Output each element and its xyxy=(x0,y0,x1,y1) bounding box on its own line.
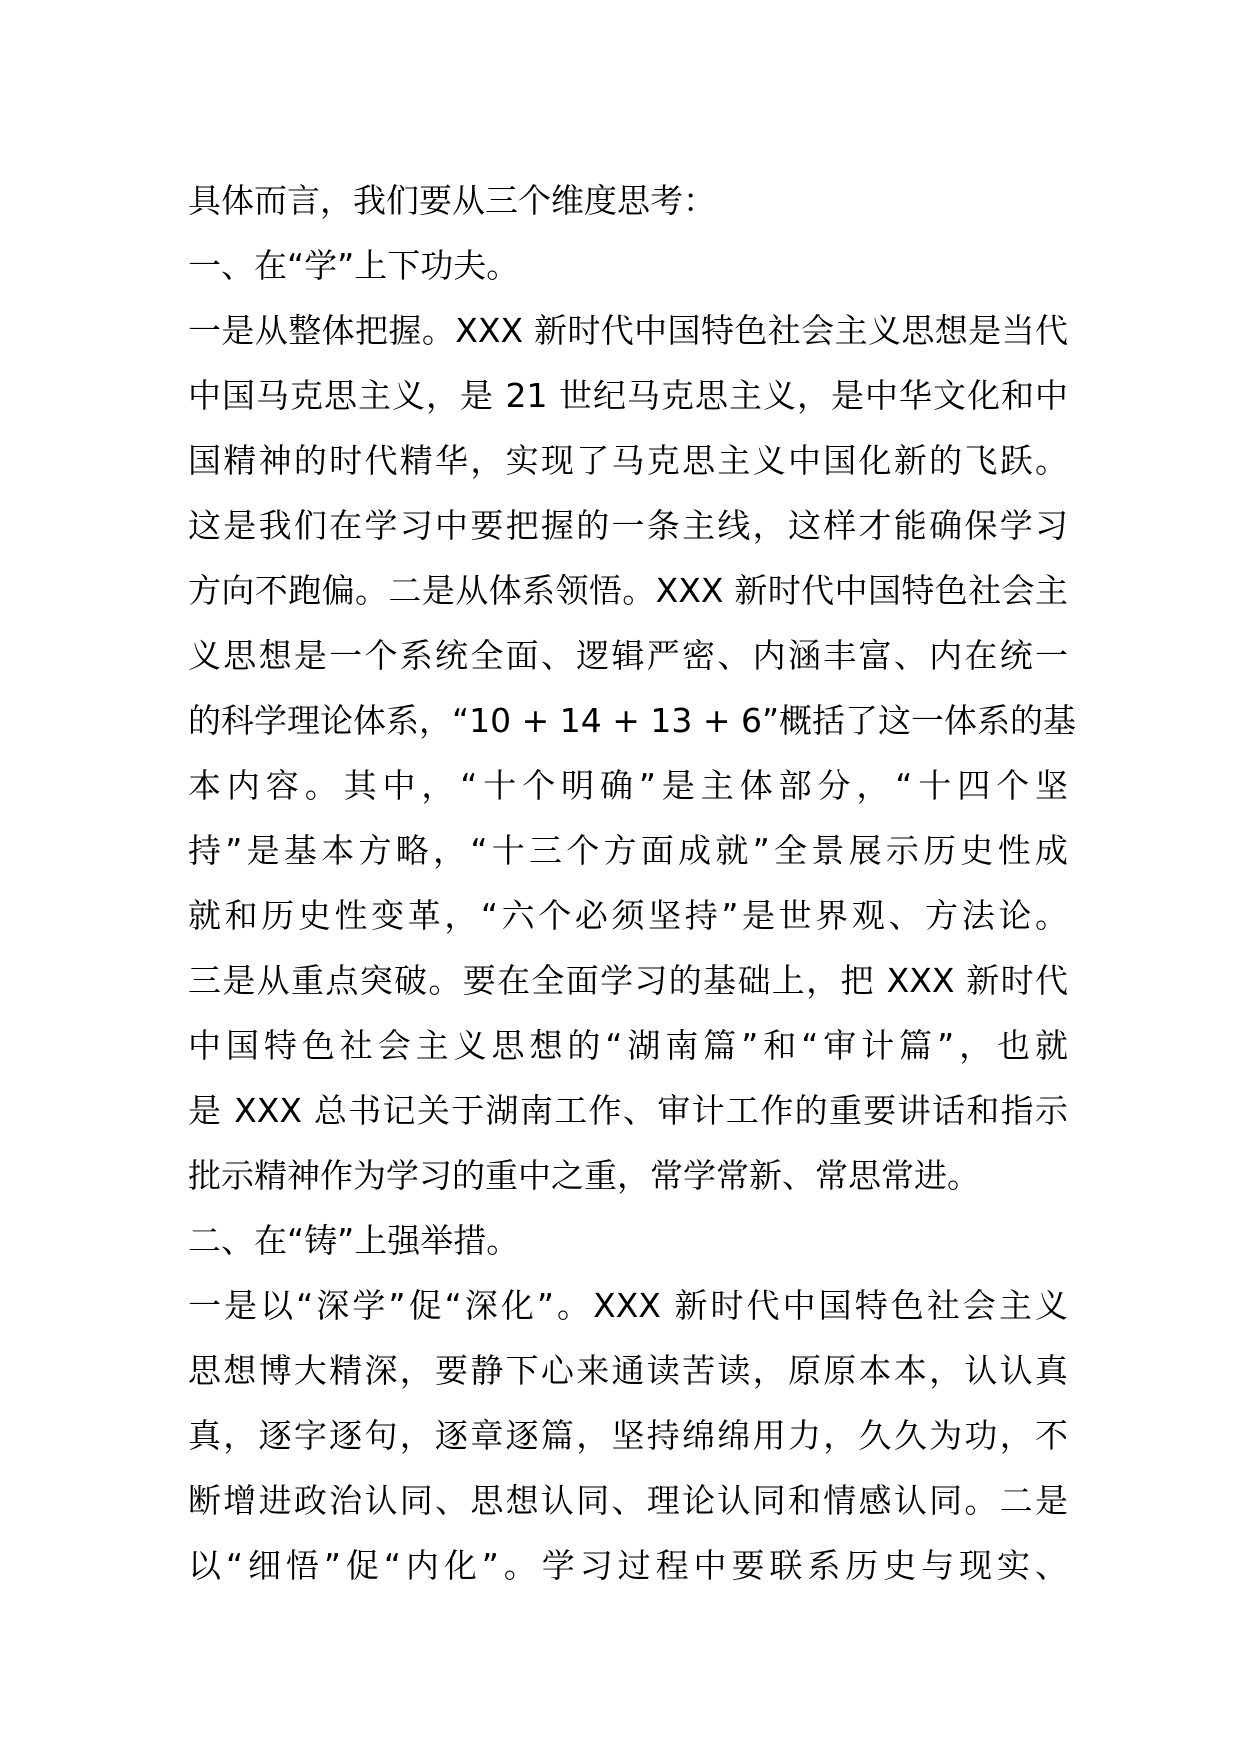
text-line-4: 中国马克思主义，是 21 世纪马克思主义，是中华文化和中 xyxy=(188,376,1068,415)
text-line-11: 持”是基本方略，“十三个方面成就”全景展示历史性成 xyxy=(188,831,1068,870)
text-line-14: 中国特色社会主义思想的“湖南篇”和“审计篇”，也就 xyxy=(188,1026,1068,1065)
text-line-3: 一是从整体把握。XXX 新时代中国特色社会主义思想是当代 xyxy=(188,311,1068,350)
text-line-13: 三是从重点突破。要在全面学习的基础上，把 XXX 新时代 xyxy=(188,961,1068,1000)
text-line-18: 一是以“深学”促“深化”。XXX 新时代中国特色社会主义 xyxy=(188,1286,1068,1325)
document-body xyxy=(188,168,1077,1598)
text-line-6: 这是我们在学习中要把握的一条主线，这样才能确保学习 xyxy=(188,506,1068,545)
text-line-22: 以“细悟”促“内化”。学习过程中要联系历史与现实、 xyxy=(188,1546,1068,1585)
text-line-21: 断增进政治认同、思想认同、理论认同和情感认同。二是 xyxy=(188,1481,1068,1520)
text-line-19: 思想博大精深，要静下心来通读苦读，原原本本，认认真 xyxy=(188,1351,1068,1390)
section-heading-2: 二、在“铸”上强举措。 xyxy=(188,1221,520,1260)
text-line-20: 真，逐字逐句，逐章逐篇，坚持绵绵用力，久久为功，不 xyxy=(188,1416,1068,1455)
text-line-8: 义思想是一个系统全面、逻辑严密、内涵丰富、内在统一 xyxy=(188,636,1068,675)
text-line-7: 方向不跑偏。二是从体系领悟。XXX 新时代中国特色社会主 xyxy=(188,571,1068,610)
text-line-10: 本内容。其中，“十个明确”是主体部分，“十四个坚 xyxy=(188,766,1068,805)
section-heading-1: 一、在“学”上下功夫。 xyxy=(188,246,520,285)
text-line-15: 是 XXX 总书记关于湖南工作、审计工作的重要讲话和指示 xyxy=(188,1091,1068,1130)
text-line-9: 的科学理论体系，“10 + 14 + 13 + 6”概括了这一体系的基 xyxy=(188,701,1077,740)
text-line-12: 就和历史性变革，“六个必须坚持”是世界观、方法论。 xyxy=(188,896,1068,935)
text-line-5: 国精神的时代精华，实现了马克思主义中国化新的飞跃。 xyxy=(188,441,1068,480)
text-line-16: 批示精神作为学习的重中之重，常学常新、常思常进。 xyxy=(188,1156,980,1195)
text-line-1: 具体而言，我们要从三个维度思考： xyxy=(188,181,716,220)
